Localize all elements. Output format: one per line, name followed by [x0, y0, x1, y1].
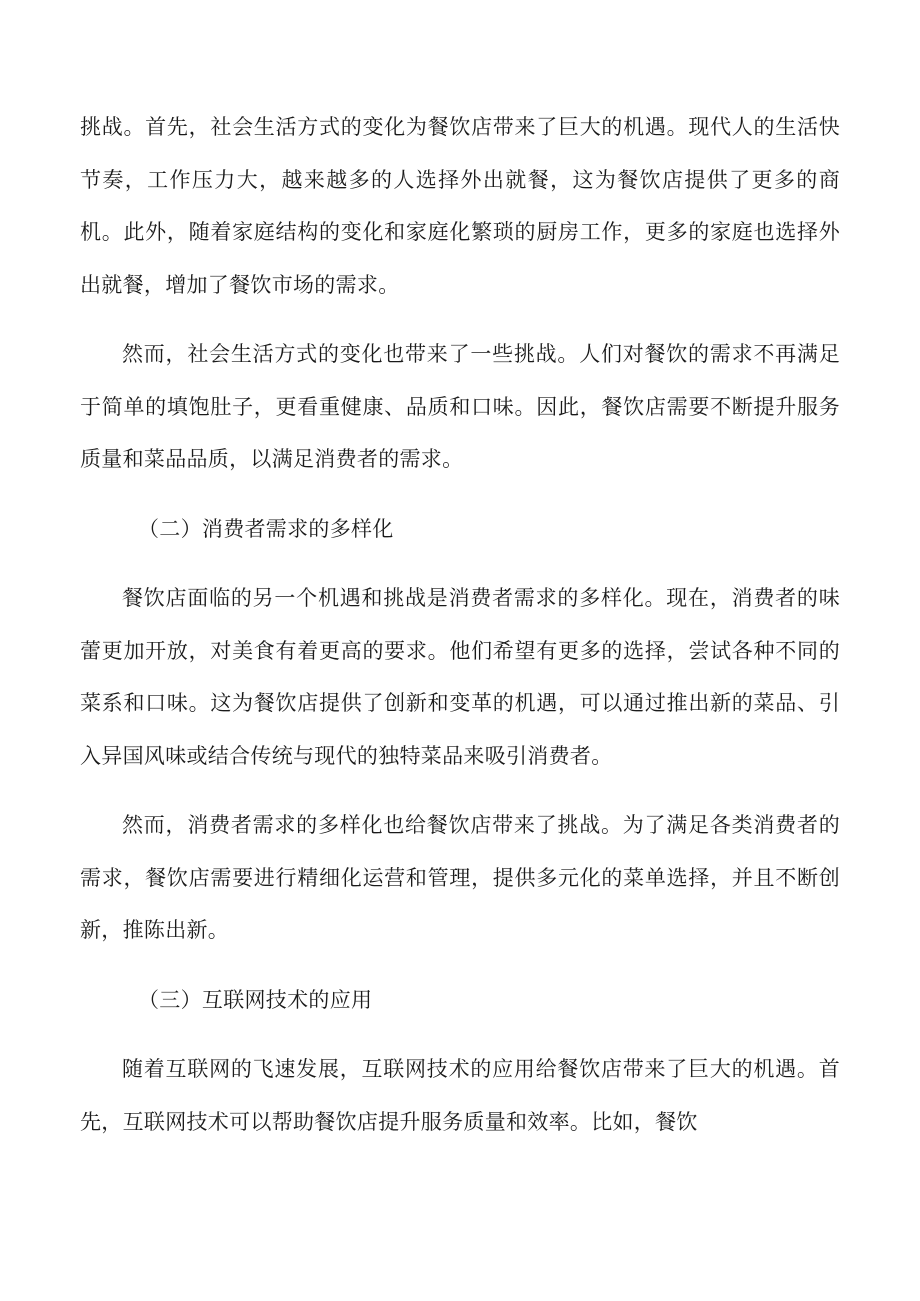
paragraph-lifestyle-challenge: 然而，社会生活方式的变化也带来了一些挑战。人们对餐饮的需求不再满足于简单的填饱肚子，更看重健康、品质和口味。因此，餐饮店需要不断提升服务质量和菜品品质，以满足消费者的需求。: [80, 342, 840, 471]
document-body: [80, 101, 840, 1165]
section-heading-consumer-diversity: （二）消费者需求的多样化: [138, 516, 394, 541]
paragraph-lifestyle-opportunity: 挑战。首先，社会生活方式的变化为餐饮店带来了巨大的机遇。现代人的生活快节奏，工作压力大，越来越多的人选择外出就餐，这为餐饮店提供了更多的商机。此外，随着家庭结构的变化和家庭化繁琐的厨房工作，更多的家庭也选择外出就餐，增加了餐饮市场的需求。: [80, 115, 840, 297]
paragraph-diversity-opportunity: 餐饮店面临的另一个机遇和挑战是消费者需求的多样化。现在，消费者的味蕾更加开放，对美食有着更高的要求。他们希望有更多的选择，尝试各种不同的菜系和口味。这为餐饮店提供了创新和变革的机遇，可以通过推出新的菜品、引入异国风味或结合传统与现代的独特菜品来吸引消费者。: [80, 586, 840, 768]
paragraph-diversity-challenge: 然而，消费者需求的多样化也给餐饮店带来了挑战。为了满足各类消费者的需求，餐饮店需要进行精细化运营和管理，提供多元化的菜单选择，并且不断创新，推陈出新。: [80, 813, 840, 942]
section-heading-internet-technology: （三）互联网技术的应用: [138, 987, 373, 1012]
paragraph-internet-opportunity: 随着互联网的飞速发展，互联网技术的应用给餐饮店带来了巨大的机遇。首先，互联网技术可以帮助餐饮店提升服务质量和效率。比如，餐饮: [80, 1057, 840, 1134]
